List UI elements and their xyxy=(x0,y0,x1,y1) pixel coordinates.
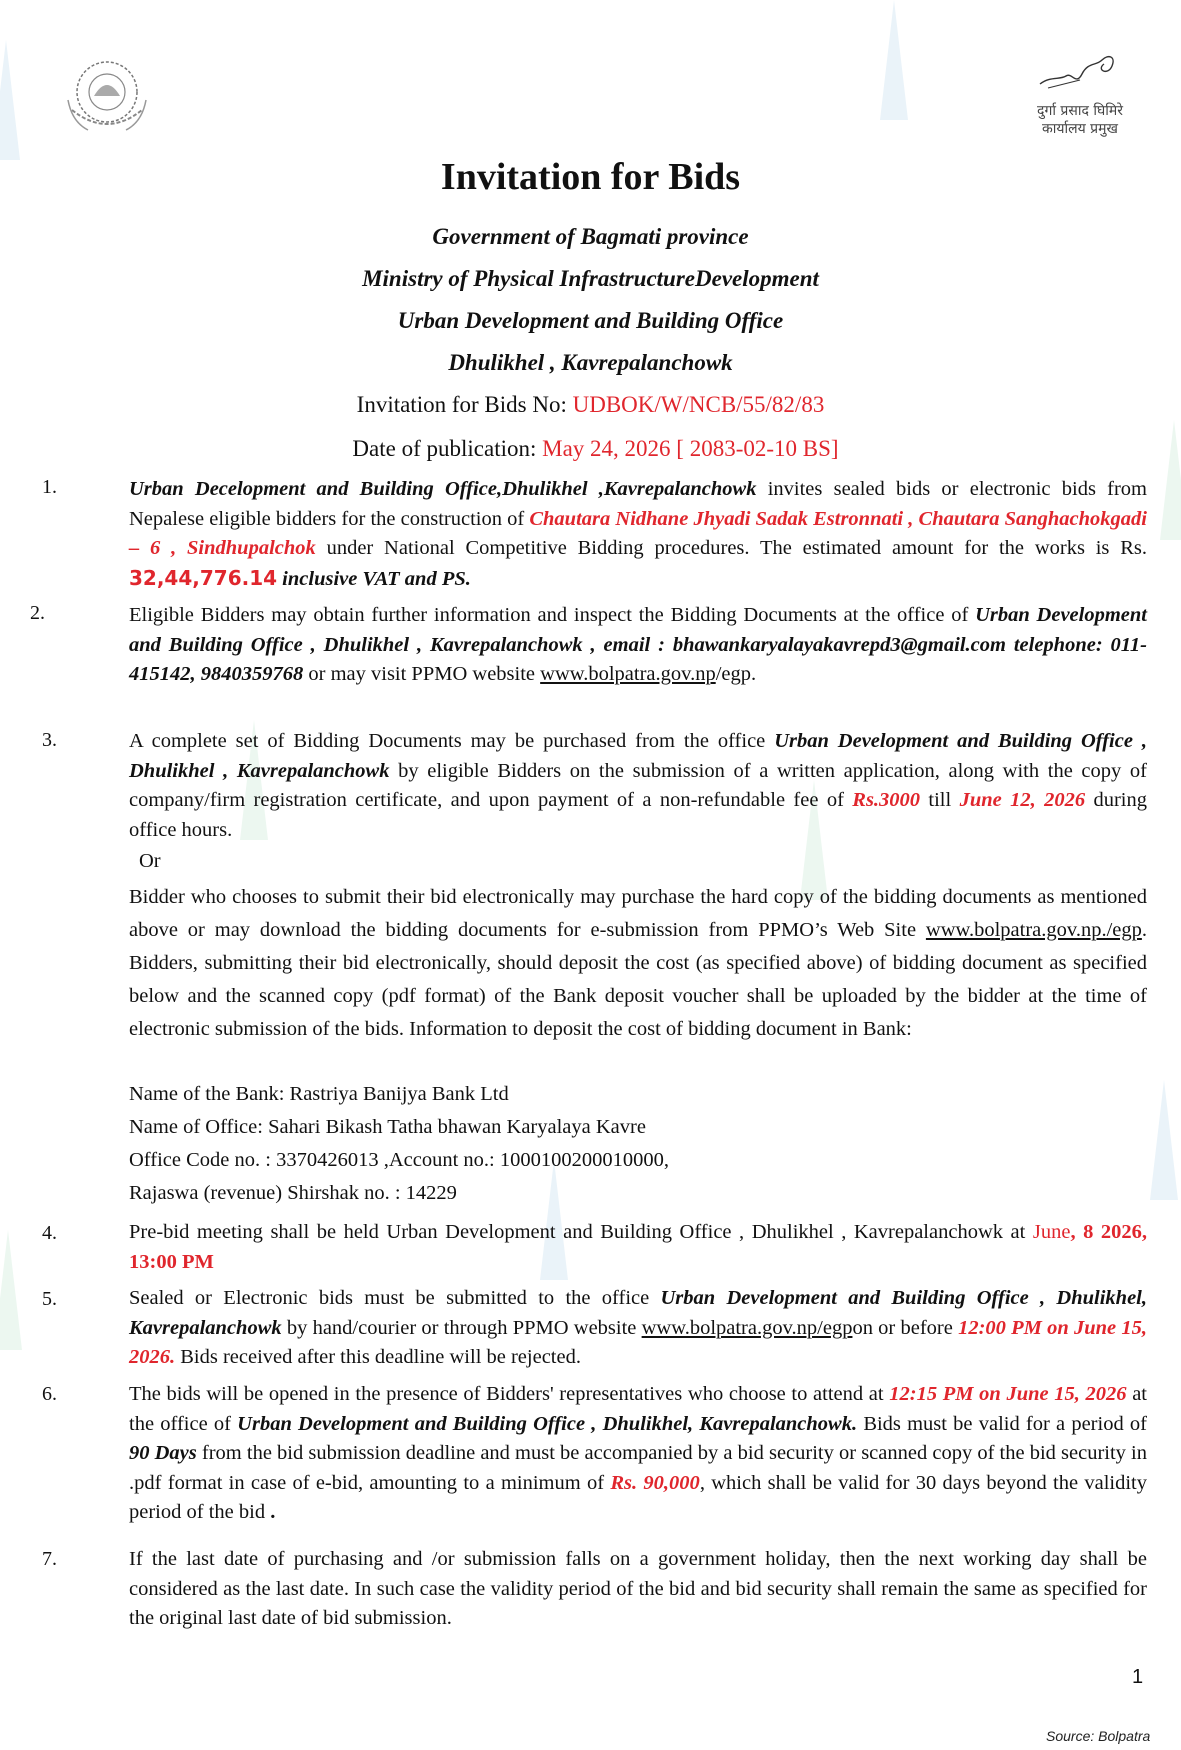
item-6-text: The bids will be opened in the presence of Bidders' representatives who choose to attend at 12:15 PM on June 15, 2026 at the office of Urban Development and Building Office , Dhulikhel, Kavrepalanchowk. Bids must be valid for a period of 90 Days from the bid submission deadline and must be accompanied by a bid security or scanned copy of the bid security in .pdf format in case of e-bid, amounting to a minimum of Rs. 90,000, which shall be valid for 30 days beyond the validity period of the bid . xyxy=(129,1383,1147,1523)
item-3-text: A complete set of Bidding Documents may be purchased from the office Urban Development and Building Office , Dhulikhel , Kavrepalanchowk by eligible Bidders on the submission of a written application, along with the copy of company/firm registration certificate, and upon payment of a non-refundable fee of Rs.3000 till June 12, 2026 during office hours. xyxy=(129,730,1147,841)
government-seal-icon xyxy=(58,52,156,138)
item-number: 5. xyxy=(42,1288,57,1310)
item-7-text: If the last date of purchasing and /or submission falls on a government holiday, then the next working day shall be considered as the last date. In such case the validity period of the bid and bid security shall remain the same as specified for the original last date of bid submission. xyxy=(129,1548,1147,1629)
item-number: 2. xyxy=(30,602,45,624)
signature-icon xyxy=(1020,46,1140,102)
publication-date: May 24, 2026 [ 2083-02-10 BS] xyxy=(542,436,839,461)
item-number: 6. xyxy=(42,1383,57,1405)
office-account-codes: Office Code no. : 3370426013 ,Account no.: 1000100200010000, xyxy=(129,1149,669,1171)
ifb-number: UDBOK/W/NCB/55/82/83 xyxy=(572,392,825,417)
signer-role: कार्यालय प्रमुख xyxy=(1042,121,1118,137)
submission-link[interactable]: www.bolpatra.gov.np/egp xyxy=(641,1316,853,1339)
item-2-text: Eligible Bidders may obtain further information and inspect the Bidding Documents at the office of Urban Development and Building Office , Dhulikhel , Kavrepalanchowk , email : bhawankaryalayakavrepd3@gmail.com telephone: 011-415142, 9840359768 or may visit PPMO website www.bolpatra.gov.np/egp. xyxy=(129,604,1147,685)
signer-name: दुर्गा प्रसाद घिमिरे xyxy=(1037,103,1123,119)
watermark-arrow xyxy=(880,0,908,120)
ifb-number-line: Invitation for Bids No: UDBOK/W/NCB/55/82/83 xyxy=(356,392,825,417)
bank-name: Name of the Bank: Rastriya Banijya Bank Ltd xyxy=(129,1083,509,1105)
ppmo-link[interactable]: www.bolpatra.gov.np xyxy=(540,663,716,685)
opening-time: 12:15 PM on June 15, 2026 xyxy=(889,1383,1127,1405)
publication-date-line: Date of publication: May 24, 2026 [ 2083-02-10 BS] xyxy=(352,436,839,461)
signature-block xyxy=(1020,46,1140,146)
submission-deadline: 12:00 PM on June 15, 2026. xyxy=(129,1316,1147,1368)
source-credit: Source: Bolpatra xyxy=(1046,1728,1151,1744)
item-number: 4. xyxy=(42,1222,57,1244)
header-office: Urban Development and Building Office xyxy=(397,308,784,333)
header-ministry: Ministry of Physical InfrastructureDevelopment xyxy=(362,266,819,291)
estimated-amount: 32,44,776.14 xyxy=(129,565,278,590)
watermark-arrow xyxy=(0,40,20,160)
item-3-electronic-text: Bidder who chooses to submit their bid electronically may purchase the hard copy of the bidding documents as mentioned above or may download the bidding documents for e-submission from PPMO’s Web Site www.bolpatra.gov.np./egp. Bidders, submitting their bid electronically, should deposit the cost (as specified above) of bidding document as specified below and the scanned copy (pdf format) of the Bank deposit voucher shall be uploaded by the bidder at the time of electronic submission of the bids. Information to deposit the cost of bidding document in Bank: xyxy=(129,886,1147,1040)
watermark-arrow xyxy=(1150,1080,1178,1200)
watermark-arrow xyxy=(0,1230,22,1350)
item-number: 3. xyxy=(42,729,57,751)
egp-link[interactable]: www.bolpatra.gov.np./egp xyxy=(925,919,1142,941)
page-number: 1 xyxy=(1132,1666,1144,1688)
revenue-code: Rajaswa (revenue) Shirshak no. : 14229 xyxy=(129,1182,457,1204)
item-5-text: Sealed or Electronic bids must be submitted to the office Urban Development and Building Office , Dhulikhel, Kavrepalanchowk by hand/courier or through PPMO website www.bolpatra.gov.np/egpon or before 12:00 PM on June 15, 2026. Bids received after this deadline will be rejected. xyxy=(129,1287,1147,1368)
item-number: 1. xyxy=(42,476,57,498)
item-number: 7. xyxy=(42,1548,57,1570)
header-location: Dhulikhel , Kavrepalanchowk xyxy=(448,350,733,375)
office-name: Name of Office: Sahari Bikash Tatha bhawan Karyalaya Kavre xyxy=(129,1116,646,1138)
item-4-text: Pre-bid meeting shall be held Urban Development and Building Office , Dhulikhel , Kavrepalanchowk at June, 8 2026, 13:00 PM xyxy=(129,1221,1147,1273)
pre-bid-date: , 8 2026, 13:00 PM xyxy=(129,1221,1147,1273)
project-name: Chautara Nidhane Jhyadi Sadak Estronnati , Chautara Sanghachokgadi – 6 , Sindhupalchok xyxy=(129,507,1147,559)
purchase-deadline: June 12, 2026 xyxy=(959,789,1086,811)
bid-security-amount: Rs. 90,000 xyxy=(610,1471,700,1494)
item-1-text: Urban Decelopment and Building Office,Dhulikhel ,Kavrepalanchowk invites sealed bids or electronic bids from Nepalese eligible bidders for the construction of Chautara Nidhane Jhyadi Sadak Estronnati , Chautara Sanghachokgadi – 6 , Sindhupalchok under National Competitive Bidding procedures. The estimated amount for the works is Rs. 32,44,776.14 inclusive VAT and PS. xyxy=(129,478,1147,590)
page-title: Invitation for Bids xyxy=(440,156,741,198)
or-text: Or xyxy=(139,850,161,872)
header-province: Government of Bagmati province xyxy=(432,224,749,249)
validity-days: 90 Days xyxy=(129,1442,197,1464)
document-fee: Rs.3000 xyxy=(852,789,921,811)
